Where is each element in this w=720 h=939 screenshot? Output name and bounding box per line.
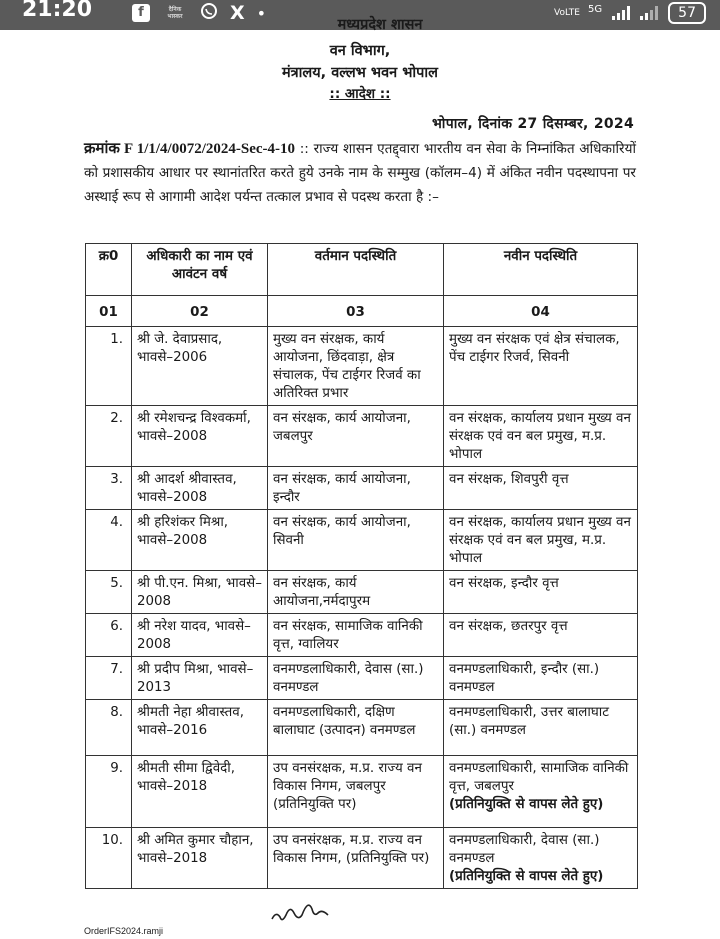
officer-name	[132, 406, 268, 467]
current-posting	[268, 467, 444, 510]
row-serial	[86, 467, 132, 510]
table-row	[86, 327, 638, 406]
row-serial-text: 9.	[110, 761, 123, 776]
new-posting	[444, 406, 638, 467]
current-posting	[268, 614, 444, 657]
header-sn: क्र0	[86, 244, 132, 296]
clock: 21:20	[22, 0, 93, 22]
officer-name-text: श्री अमित कुमार चौहान, भावसे–2018	[137, 833, 254, 866]
new-posting	[444, 756, 638, 828]
new-posting	[444, 467, 638, 510]
table-row	[86, 510, 638, 571]
officer-name-text: श्री पी.एन. मिश्रा, भावसे–2008	[137, 576, 262, 609]
current-posting	[268, 406, 444, 467]
col-number: 02	[132, 296, 268, 327]
officer-name	[132, 571, 268, 614]
order-intro	[84, 137, 636, 209]
table-row	[86, 828, 638, 889]
table-row	[86, 571, 638, 614]
officer-name	[132, 614, 268, 657]
header-officer: अधिकारी का नाम एवं आवंटन वर्ष	[132, 244, 268, 296]
current-posting	[268, 657, 444, 700]
new-posting	[444, 700, 638, 756]
new-posting-text: वनमण्डलाधिकारी, उत्तर बालाघाट (सा.) वनमण्डल	[449, 705, 609, 738]
table-row	[86, 614, 638, 657]
table-header-row	[86, 244, 638, 296]
new-posting	[444, 571, 638, 614]
table-row	[86, 700, 638, 756]
order-heading-text: :: आदेश ::	[329, 86, 391, 102]
officer-name	[132, 327, 268, 406]
officer-name	[132, 467, 268, 510]
row-serial	[86, 700, 132, 756]
signature	[268, 893, 332, 929]
deputation-note: (प्रतिनियुक्ति से वापस लेते हुए)	[449, 797, 604, 812]
order-number: क्रमांक F 1/1/4/0072/2024-Sec-4-10	[84, 141, 296, 157]
new-posting-text: वन संरक्षक, इन्दौर वृत्त	[449, 576, 559, 591]
current-posting	[268, 327, 444, 406]
officer-name	[132, 756, 268, 828]
header-new-posting: नवीन पदस्थिति	[444, 244, 638, 296]
deputation-note: (प्रतिनियुक्ति से वापस लेते हुए)	[449, 869, 604, 884]
current-posting	[268, 828, 444, 889]
current-posting-text: उप वनसंरक्षक, म.प्र. राज्य वन विकास निगम, जबलपुर (प्रतिनियुक्ति पर)	[273, 761, 422, 812]
current-posting-text: वन संरक्षक, कार्य आयोजना, जबलपुर	[273, 411, 411, 444]
row-serial-text: 2.	[110, 411, 123, 426]
new-posting-text: वनमण्डलाधिकारी, सामाजिक वानिकी वृत्त, जबलपुर	[449, 761, 629, 794]
officer-name	[132, 700, 268, 756]
new-posting	[444, 327, 638, 406]
row-serial	[86, 828, 132, 889]
current-posting-text: वनमण्डलाधिकारी, दक्षिण बालाघाट (उत्पादन) वनमण्डल	[273, 705, 416, 738]
row-serial-text: 7.	[110, 662, 123, 677]
file-reference: OrderIFS2024.ramji	[84, 926, 164, 936]
officer-name-text: श्री हरिशंकर मिश्रा, भावसे–2008	[137, 515, 229, 548]
current-posting	[268, 571, 444, 614]
dainik-bhaskar-icon: दैनिक भास्कर	[167, 6, 183, 20]
current-posting	[268, 756, 444, 828]
network-type: 5G	[588, 3, 603, 15]
new-posting-text: वन संरक्षक, कार्यालय प्रधान मुख्य वन संरक्षक एवं वन बल प्रमुख, म.प्र. भोपाल	[449, 515, 631, 566]
table-row	[86, 467, 638, 510]
header-current-posting: वर्तमान पदस्थिति	[268, 244, 444, 296]
row-serial-text: 10.	[101, 833, 123, 848]
x-icon: X	[230, 2, 245, 24]
row-serial-text: 1.	[110, 332, 123, 347]
row-serial	[86, 510, 132, 571]
department-title: वन विभाग,	[329, 43, 391, 59]
order-text: :: राज्य शासन एतद्द्वारा भारतीय वन सेवा के निम्नांकित अधिकारियों को प्रशासकीय आधार पर स्थानांतरित करते हुये उनके नाम के सम्मुख (कॉलम–4) में अंकित नवीन पदस्थापना पर अस्थाई रूप से आगामी आदेश पर्यन्त तत्काल प्रभाव से पदस्थ करता है :–	[84, 141, 636, 205]
new-posting-text: वन संरक्षक, कार्यालय प्रधान मुख्य वन संरक्षक एवं वन बल प्रमुख, म.प्र. भोपाल	[449, 411, 631, 462]
row-serial	[86, 614, 132, 657]
current-posting-text: वन संरक्षक, सामाजिक वानिकी वृत्त, ग्वालियर	[273, 619, 423, 652]
new-posting-text: वनमण्डलाधिकारी, देवास (सा.) वनमण्डल	[449, 833, 600, 866]
battery-icon: 57	[668, 2, 706, 24]
current-posting	[268, 700, 444, 756]
current-posting-text: वन संरक्षक, कार्य आयोजना, सिवनी	[273, 515, 411, 548]
ministry-address: मंत्रालय, वल्लभ भवन भोपाल	[281, 65, 439, 81]
order-date: भोपाल, दिनांक 27 दिसम्बर, 2024	[431, 116, 634, 132]
officer-name	[132, 657, 268, 700]
current-posting-text: मुख्य वन संरक्षक, कार्य आयोजना, छिंदवाड़ा, क्षेत्र संचालक, पेंच टाईगर रिजर्व का अतिरिक्त प्रभार	[273, 332, 421, 401]
row-serial	[86, 327, 132, 406]
volte-indicator: VoLTE	[554, 7, 580, 18]
new-posting	[444, 614, 638, 657]
column-number-row	[86, 296, 638, 327]
col-number: 03	[268, 296, 444, 327]
current-posting-text: वन संरक्षक, कार्य आयोजना,नर्मदापुरम	[273, 576, 371, 609]
new-posting-text: वन संरक्षक, शिवपुरी वृत्त	[449, 472, 569, 487]
transfer-table	[85, 243, 638, 889]
row-serial-text: 3.	[110, 472, 123, 487]
col-number: 04	[444, 296, 638, 327]
new-posting	[444, 510, 638, 571]
row-serial-text: 8.	[110, 705, 123, 720]
officer-name-text: श्री प्रदीप मिश्रा, भावसे–2013	[137, 662, 254, 695]
new-posting	[444, 657, 638, 700]
officer-name-text: श्री नरेश यादव, भावसे–2008	[137, 619, 251, 652]
officer-name-text: श्रीमती सीमा द्विवेदी, भावसे–2018	[137, 761, 236, 794]
more-notifications-icon: •	[256, 3, 267, 23]
new-posting	[444, 828, 638, 889]
officer-name-text: श्रीमती नेहा श्रीवास्तव, भावसे–2016	[137, 705, 244, 738]
row-serial	[86, 571, 132, 614]
new-posting-text: मुख्य वन संरक्षक एवं क्षेत्र संचालक, पेंच टाईगर रिजर्व, सिवनी	[449, 332, 620, 365]
order-heading	[0, 84, 720, 102]
current-posting-text: उप वनसंरक्षक, म.प्र. राज्य वन विकास निगम, (प्रतिनियुक्ति पर)	[273, 833, 430, 866]
new-posting-text: वनमण्डलाधिकारी, इन्दौर (सा.) वनमण्डल	[449, 662, 600, 695]
row-serial	[86, 406, 132, 467]
table-row	[86, 406, 638, 467]
current-posting-text: वन संरक्षक, कार्य आयोजना, इन्दौर	[273, 472, 411, 505]
table-row	[86, 756, 638, 828]
officer-name	[132, 510, 268, 571]
officer-name-text: श्री आदर्श श्रीवास्तव, भावसे–2008	[137, 472, 237, 505]
table-row	[86, 657, 638, 700]
current-posting	[268, 510, 444, 571]
officer-name-text: श्री जे. देवाप्रसाद, भावसे–2006	[137, 332, 223, 365]
facebook-icon: f	[132, 4, 150, 22]
col-number: 01	[86, 296, 132, 327]
officer-name-text: श्री रमेशचन्द्र विश्वकर्मा, भावसे–2008	[137, 411, 251, 444]
row-serial	[86, 657, 132, 700]
current-posting-text: वनमण्डलाधिकारी, देवास (सा.) वनमण्डल	[273, 662, 424, 695]
row-serial-text: 6.	[110, 619, 123, 634]
row-serial-text: 5.	[110, 576, 123, 591]
new-posting-text: वन संरक्षक, छतरपुर वृत्त	[449, 619, 568, 634]
govt-title: मध्यप्रदेश शासन	[337, 17, 423, 33]
row-serial	[86, 756, 132, 828]
row-serial-text: 4.	[110, 515, 123, 530]
officer-name	[132, 828, 268, 889]
